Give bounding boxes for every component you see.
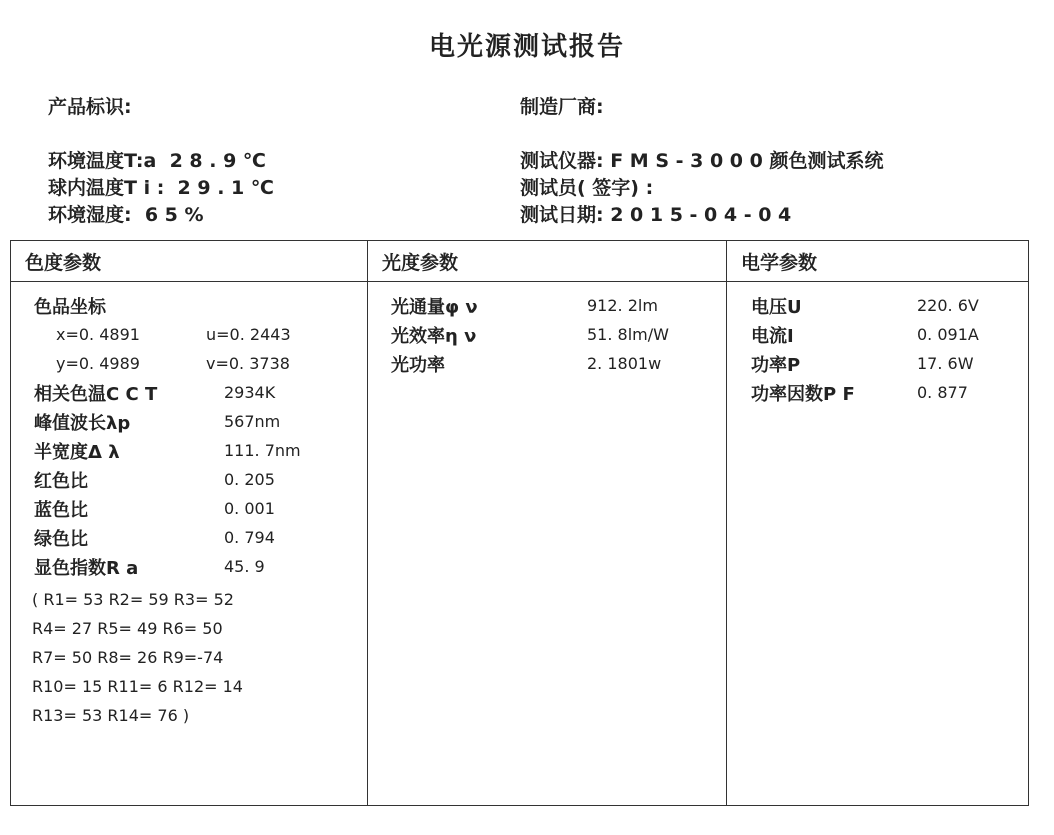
manufacturer-label: 制造厂商: [520, 96, 604, 118]
photometric-row [391, 320, 726, 349]
chromaticity-v: v=0. 3738 [206, 354, 290, 373]
colorimetric-row [34, 378, 367, 407]
colorimetric-label: 峰值波长λp [34, 412, 131, 434]
photometric-row [391, 291, 726, 320]
electrical-label: 功率P [751, 354, 801, 376]
product-label: 产品标识: [48, 96, 132, 118]
colorimetric-label: 绿色比 [34, 528, 88, 550]
photometric-label: 光通量φ ν [391, 296, 478, 318]
column-header-photometric: 光度参数 [368, 241, 727, 282]
color-rendering-index-line: R4= 27 R5= 49 R6= 50 [32, 619, 223, 638]
electrical-value: 0. 091A [917, 325, 979, 344]
electrical-label: 电压U [751, 296, 802, 318]
electrical-row [751, 378, 1028, 407]
test-date: 测试日期: 2 0 1 5 - 0 4 - 0 4 [520, 204, 792, 226]
color-rendering-index-line: R13= 53 R14= 76 ) [32, 706, 190, 725]
colorimetric-value: 0. 794 [224, 528, 275, 547]
colorimetric-value: 0. 001 [224, 499, 275, 518]
colorimetric-value: 45. 9 [224, 557, 265, 576]
chromaticity-x: x=0. 4891 [56, 325, 140, 344]
colorimetric-row [34, 465, 367, 494]
colorimetric-label: 半宽度Δ λ [34, 441, 120, 463]
sphere-temperature: 球内温度T i : 2 9 . 1 ℃ [48, 177, 274, 199]
electrical-value: 0. 877 [917, 383, 968, 402]
colorimetric-label: 红色比 [34, 470, 88, 492]
chromaticity-title: 色品坐标 [34, 296, 106, 318]
ambient-humidity: 环境湿度: 6 5 % [48, 204, 204, 226]
electrical-cell [727, 282, 1029, 806]
tester-signature: 测试员( 签字) : [520, 177, 654, 199]
colorimetric-row [34, 436, 367, 465]
table-body-row [11, 282, 1029, 806]
table-header-row [11, 241, 1029, 282]
photometric-cell [368, 282, 727, 806]
colorimetric-label: 蓝色比 [34, 499, 88, 521]
ambient-temperature: 环境温度T:a 2 8 . 9 ℃ [48, 150, 266, 172]
colorimetric-row [34, 494, 367, 523]
photometric-row [391, 349, 726, 378]
colorimetric-value: 111. 7nm [224, 441, 301, 460]
colorimetric-label: 显色指数R a [34, 557, 139, 579]
colorimetric-value: 2934K [224, 383, 276, 402]
color-rendering-index-line: ( R1= 53 R2= 59 R3= 52 [32, 590, 234, 609]
color-rendering-index-line: R10= 15 R11= 6 R12= 14 [32, 677, 243, 696]
colorimetric-cell [11, 282, 368, 806]
test-instrument: 测试仪器: F M S - 3 0 0 0 颜色测试系统 [520, 150, 884, 172]
photometric-value: 2. 1801w [587, 354, 662, 373]
report-title: 电光源测试报告 [428, 32, 625, 62]
electrical-label: 功率因数P F [751, 383, 855, 405]
colorimetric-value: 567nm [224, 412, 281, 431]
electrical-row [751, 349, 1028, 378]
electrical-row [751, 291, 1028, 320]
results-table [10, 240, 1029, 806]
colorimetric-label: 相关色温C C T [34, 383, 158, 405]
column-header-colorimetric: 色度参数 [11, 241, 368, 282]
color-rendering-index-line: R7= 50 R8= 26 R9=-74 [32, 648, 224, 667]
photometric-value: 912. 2lm [587, 296, 658, 315]
photometric-label: 光效率η ν [391, 325, 477, 347]
electrical-label: 电流I [751, 325, 794, 347]
colorimetric-row [34, 407, 367, 436]
column-header-electrical: 电学参数 [727, 241, 1029, 282]
chromaticity-u: u=0. 2443 [206, 325, 291, 344]
photometric-label: 光功率 [391, 354, 445, 376]
colorimetric-row [34, 552, 367, 581]
electrical-value: 220. 6V [917, 296, 979, 315]
electrical-row [751, 320, 1028, 349]
photometric-value: 51. 8lm/W [587, 325, 669, 344]
colorimetric-row [34, 523, 367, 552]
electrical-value: 17. 6W [917, 354, 974, 373]
colorimetric-value: 0. 205 [224, 470, 275, 489]
chromaticity-y: y=0. 4989 [56, 354, 140, 373]
